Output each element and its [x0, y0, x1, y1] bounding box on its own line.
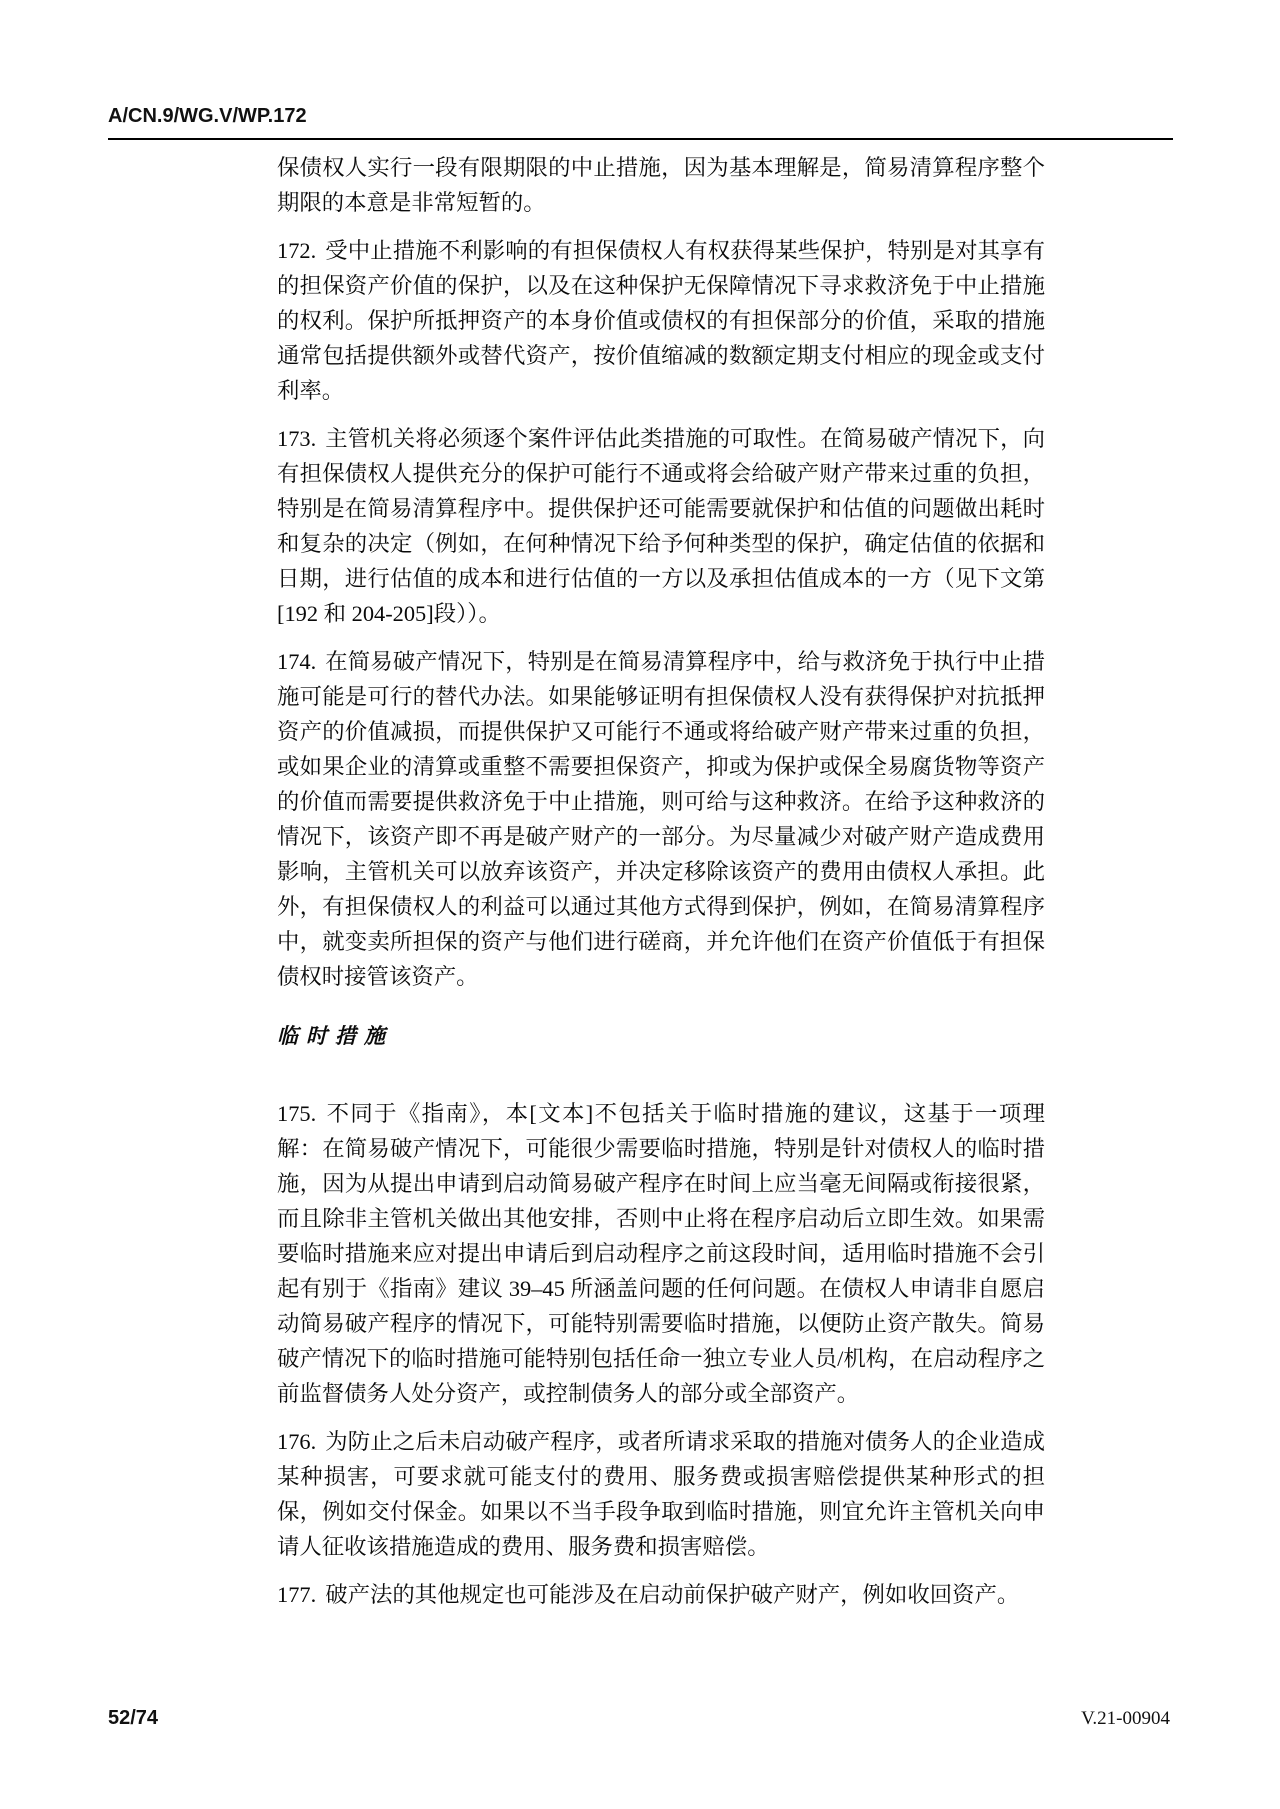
- footer-doc-number: V.21-00904: [1081, 1708, 1170, 1729]
- paragraph-173: [277, 421, 1045, 631]
- footer-page-number: 52/74: [108, 1707, 159, 1729]
- paragraph-number: 175.: [277, 1101, 317, 1126]
- paragraph-text: 在简易破产情况下，特别是在简易清算程序中，给与救济免于执行中止措施可能是可行的替代办法。如果能够证明有担保债权人没有获得保护对抗抵押资产的价值减损，而提供保护又可能行不通或将给破产财产带来过重的负担，或如果企业的清算或重整不需要担保资产，抑或为保护或保全易腐货物等资产的价值而需要提供救济免于中止措施，则可给与这种救济。在给予这种救济的情况下，该资产即不再是破产财产的一部分。为尽量减少对破产财产造成费用影响，主管机关可以放弃该资产，并决定移除该资产的费用由债权人承担。此外，有担保债权人的利益可以通过其他方式得到保护，例如，在简易清算程序中，就变卖所担保的资产与他们进行磋商，并允许他们在资产价值低于有担保债权时接管该资产。: [277, 649, 1045, 989]
- paragraph-text: 受中止措施不利影响的有担保债权人有权获得某些保护，特别是对其享有的担保资产价值的保护，以及在这种保护无保障情况下寻求救济免于中止措施的权利。保护所抵押资产的本身价值或债权的有担保部分的价值，采取的措施通常包括提供额外或替代资产，按价值缩减的数额定期支付相应的现金或支付利率。: [277, 238, 1045, 403]
- paragraph-text: 保债权人实行一段有限期限的中止措施，因为基本理解是，简易清算程序整个期限的本意是非常短暂的。: [277, 155, 1045, 215]
- body-text-column: [277, 150, 1045, 1625]
- paragraph-number: 176.: [277, 1429, 317, 1454]
- paragraph-text: 为防止之后未启动破产程序，或者所请求采取的措施对债务人的企业造成某种损害，可要求就可能支付的费用、服务费或损害赔偿提供某种形式的担保，例如交付保金。如果以不当手段争取到临时措施，则宜允许主管机关向申请人征收该措施造成的费用、服务费和损害赔偿。: [277, 1429, 1045, 1559]
- section-heading: 临时措施: [277, 1024, 393, 1048]
- doc-symbol: A/CN.9/WG.V/WP.172: [108, 105, 307, 127]
- paragraph-number: 177.: [277, 1582, 317, 1607]
- paragraph-174: [277, 644, 1045, 994]
- paragraph-172: [277, 233, 1045, 408]
- paragraph-177: [277, 1577, 1045, 1612]
- paragraph-number: 174.: [277, 649, 317, 674]
- paragraph-176: [277, 1424, 1045, 1564]
- header-rule: [108, 138, 1173, 140]
- paragraph-175: [277, 1096, 1045, 1411]
- paragraph-text: 主管机关将必须逐个案件评估此类措施的可取性。在简易破产情况下，向有担保债权人提供充分的保护可能行不通或将会给破产财产带来过重的负担，特别是在简易清算程序中。提供保护还可能需要就保护和估值的问题做出耗时和复杂的决定（例如，在何种情况下给予何种类型的保护，确定估值的依据和日期，进行估值的成本和进行估值的一方以及承担估值成本的一方（见下文第[192 和 204-205]段））。: [277, 426, 1045, 626]
- paragraph-continuation: [277, 150, 1045, 220]
- paragraph-text: 不同于《指南》，本[文本]不包括关于临时措施的建议，这基于一项理解：在简易破产情况下，可能很少需要临时措施，特别是针对债权人的临时措施，因为从提出申请到启动简易破产程序在时间上应当毫无间隔或衔接很紧，而且除非主管机关做出其他安排，否则中止将在程序启动后立即生效。如果需要临时措施来应对提出申请后到启动程序之前这段时间，适用临时措施不会引起有别于《指南》建议 39–45 所涵盖问题的任何问题。在债权人申请非自愿启动简易破产程序的情况下，可能特别需要临时措施，以便防止资产散失。简易破产情况下的临时措施可能特别包括任命一独立专业人员/机构，在启动程序之前监督债务人处分资产，或控制债务人的部分或全部资产。: [277, 1101, 1045, 1406]
- paragraph-number: 173.: [277, 426, 317, 451]
- paragraph-text: 破产法的其他规定也可能涉及在启动前保护破产财产，例如收回资产。: [325, 1582, 1020, 1607]
- paragraph-number: 172.: [277, 238, 317, 263]
